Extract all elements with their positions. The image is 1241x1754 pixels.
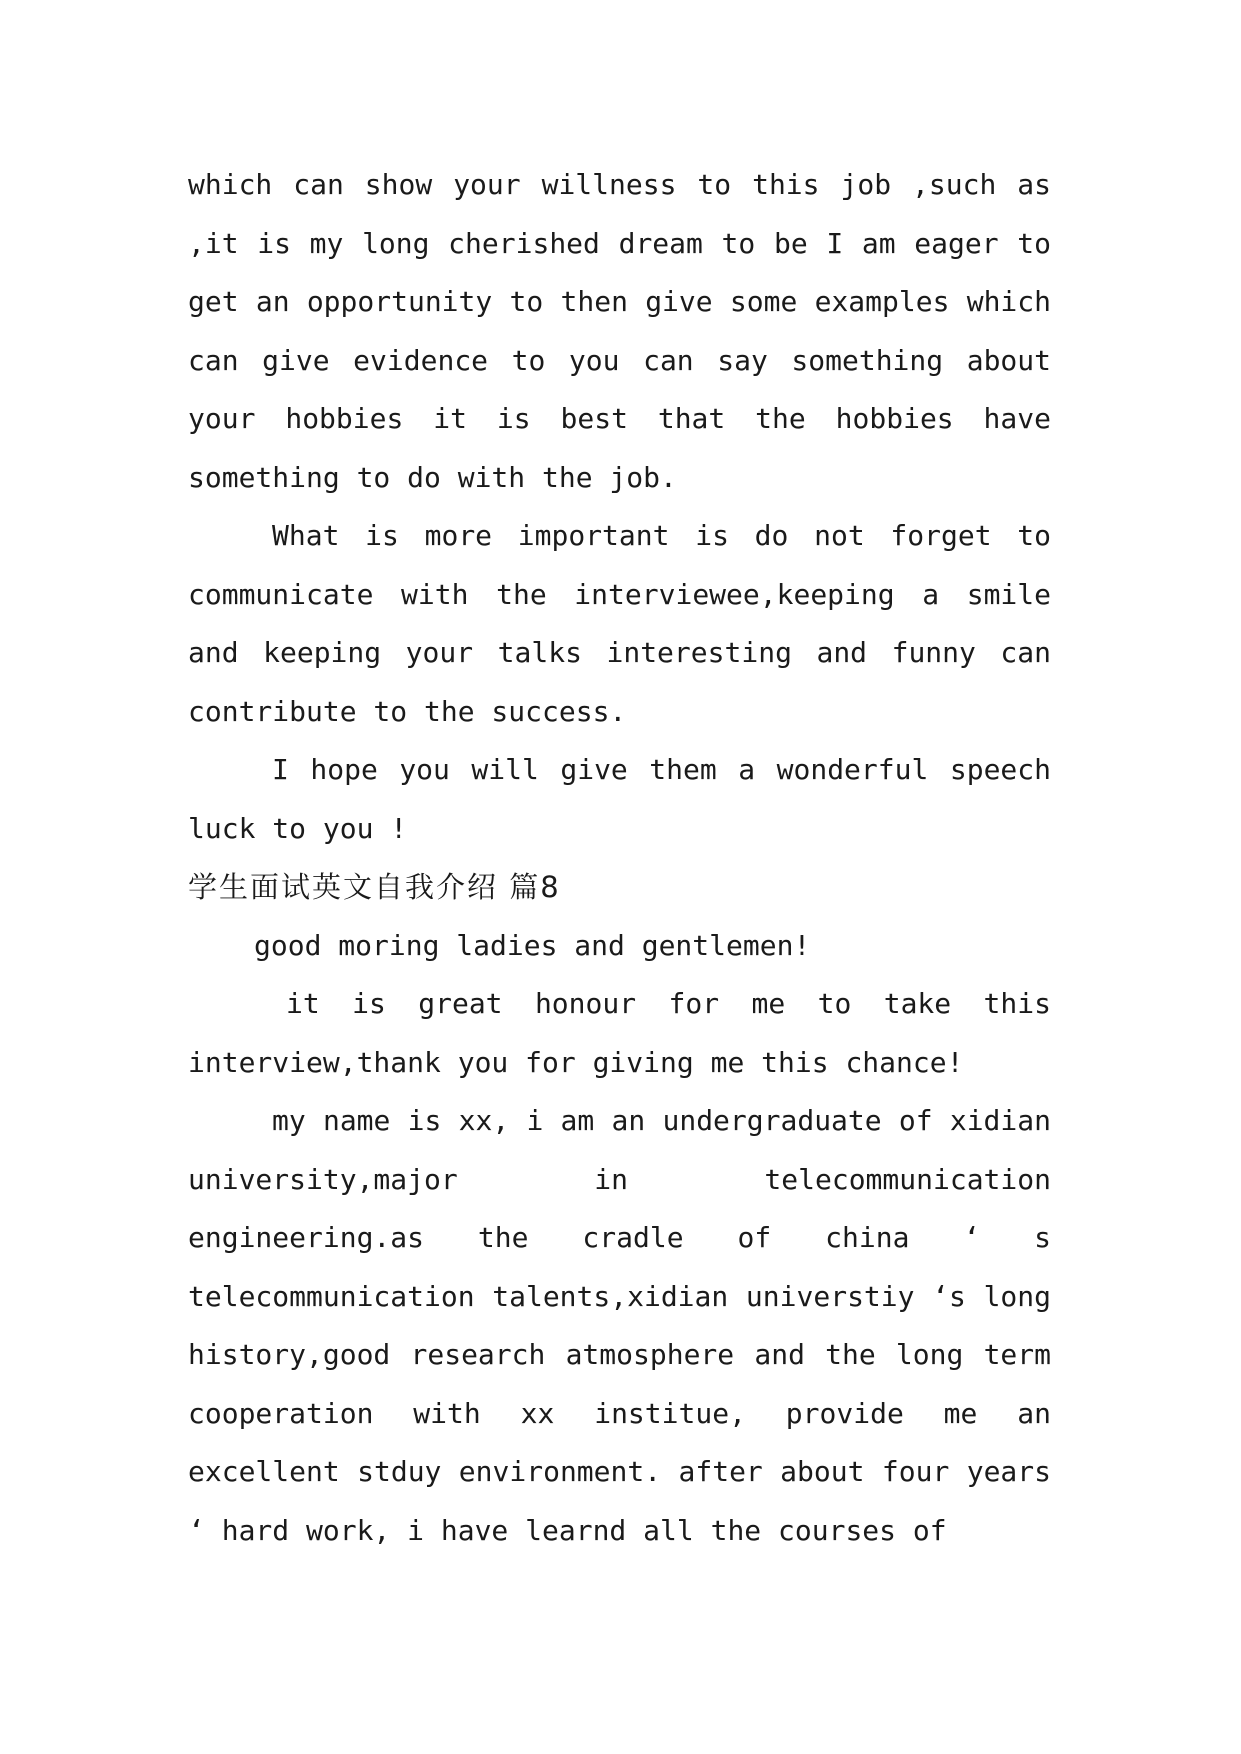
paragraph-introduction: my name is xx, i am an undergraduate of xidian university,major in telecommunication engineering.as the cradle of china ‘ s telecommunication talents,xidian universtiy ‘s long history,good research atmosphere and the long term cooperation with xx institue, provide me an excellent stduy environment. after about four years ‘ hard work, i have learnd all the courses of [188,1104,1051,1547]
document-body [188,156,1051,1560]
section-heading: 学生面试英文自我介绍 篇8 [188,870,561,904]
paragraph-job-willingness: which can show your willness to this job ,such as ,it is my long cherished dream to be I am eager to get an opportunity to then give some examples which can give evidence to you can say something about your hobbies it is best that the hobbies have something to do with the job. [188,168,1051,494]
paragraph-greeting: good moring ladies and gentlemen! [254,928,811,962]
paragraph-honour: it is great honour for me to take this interview,thank you for giving me this chance! [188,987,1051,1079]
paragraph-good-luck: I hope you will give them a wonderful speech luck to you ! [188,753,1051,845]
paragraph-communication: What is more important is do not forget to communicate with the interviewee,keeping a smile and keeping your talks interesting and funny can contribute to the success. [188,519,1051,728]
